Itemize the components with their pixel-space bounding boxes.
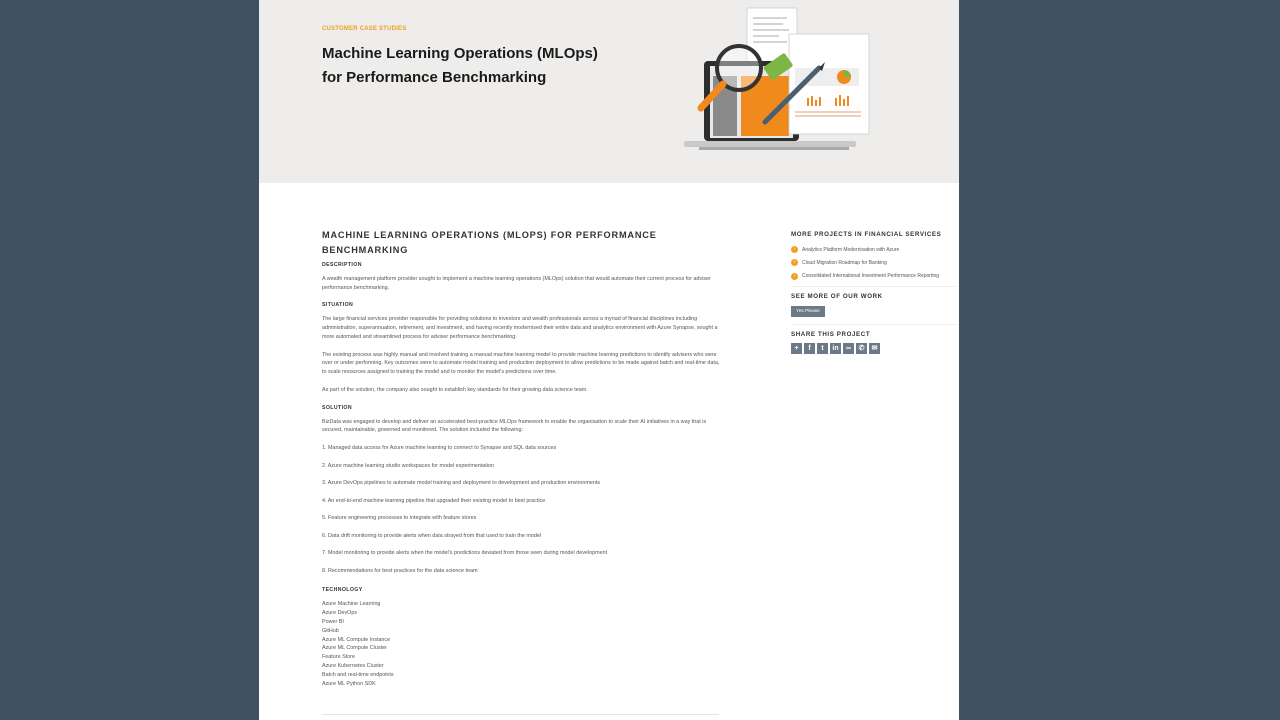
list-item: GitHub bbox=[322, 627, 339, 634]
share-icons bbox=[791, 343, 956, 354]
linkedin-icon[interactable]: in bbox=[830, 343, 841, 354]
case-study-body bbox=[322, 228, 722, 689]
situation-heading: SITUATION bbox=[322, 302, 354, 309]
list-item: 8. Recommendations for best practices for the data science team bbox=[322, 567, 478, 574]
project-link-label: Consolidated International Investment Performance Reporting bbox=[802, 273, 940, 280]
content-divider bbox=[322, 714, 719, 715]
sidebar bbox=[791, 231, 956, 354]
list-item: Azure ML Compute Cluster bbox=[322, 645, 387, 652]
project-link[interactable] bbox=[791, 243, 956, 256]
project-link[interactable] bbox=[791, 270, 956, 283]
list-item: Azure DevOps bbox=[322, 609, 358, 616]
yes-please-button[interactable]: Yes Please bbox=[791, 306, 825, 317]
project-link-label: Cloud Migration Roadmap for Banking bbox=[802, 259, 887, 266]
list-item: Azure ML Python SDK bbox=[322, 680, 376, 687]
list-item: 3. Azure DevOps pipelines to automate model training and deployment to development and production environments bbox=[322, 480, 601, 487]
share-plus-icon[interactable]: + bbox=[791, 343, 802, 354]
chevron-right-icon: › bbox=[791, 246, 798, 253]
hero-illustration bbox=[679, 6, 879, 156]
solution-intro: BizData was engaged to develop and deliver an accelerated best-practice MLOps framework to enable the organisation to scale their AI initiatives in a way that is secured, maintainable, governed and monitored. The solution included the following: bbox=[322, 418, 707, 434]
list-item: 6. Data drift monitoring to provide alerts when data strayed from that used to train the model bbox=[322, 532, 542, 539]
list-item: Azure ML Compute Instance bbox=[322, 636, 391, 643]
solution-list bbox=[322, 444, 722, 575]
whatsapp-icon[interactable]: ✆ bbox=[856, 343, 867, 354]
chevron-right-icon: › bbox=[791, 273, 798, 280]
description-heading: DESCRIPTION bbox=[322, 262, 362, 268]
see-more-heading: SEE MORE OF OUR WORK bbox=[791, 292, 883, 300]
technology-list bbox=[322, 600, 722, 688]
project-link[interactable] bbox=[791, 256, 956, 269]
list-item: Power BI bbox=[322, 618, 344, 625]
solution-heading: SOLUTION bbox=[322, 404, 353, 411]
list-item: Feature Store bbox=[322, 654, 355, 661]
description-text: A wealth management platform provider sought to implement a machine learning operations (MLOps) solution that would automate their current process for adviser performance benchmarking. bbox=[322, 275, 711, 291]
list-item: 2. Azure machine learning studio workspaces for model experimentation bbox=[322, 462, 494, 469]
share-heading: SHARE THIS PROJECT bbox=[791, 330, 871, 338]
facebook-icon[interactable]: f bbox=[804, 343, 815, 354]
list-item: Azure Kubernetes Cluster bbox=[322, 663, 384, 670]
chevron-right-icon: › bbox=[791, 259, 798, 266]
situation-paragraph-1: The large financial services provider responsible for providing solutions to investors and wealth professionals across a myriad of financial disciplines including administration, superannuation, retirement, and investment, and having recently modernised their entire data and analytics environment with Azure Synapse, sought a more automated and streamlined process for adviser performance benchmarking. bbox=[322, 316, 718, 340]
more-projects-heading: MORE PROJECTS IN FINANCIAL SERVICES bbox=[791, 231, 942, 238]
project-link-label: Analytics Platform Modernisation with Azure bbox=[802, 246, 900, 253]
outlook-icon[interactable]: ✉ bbox=[869, 343, 880, 354]
sidebar-divider bbox=[791, 324, 956, 325]
list-item: Azure Machine Learning bbox=[322, 601, 381, 608]
situation-paragraph-2: The existing process was highly manual and involved training a manual machine learning model to provide machine learning predictions to identify advisers who were over or under performing. Key outcomes were to automate model training and production deployment to allow predictions to be made against batch and real-time data, to scale resources assigned to training the model and to monitor the model's predictions over time. bbox=[322, 351, 720, 376]
sidebar-divider bbox=[791, 286, 956, 287]
page-title bbox=[322, 42, 622, 90]
list-item: 1. Managed data access for Azure machine learning to connect to Synapse and SQL data sources bbox=[322, 445, 557, 452]
page-title-line2: for Performance Benchmarking bbox=[322, 69, 547, 86]
technology-heading: TECHNOLOGY bbox=[322, 587, 363, 594]
link-icon[interactable]: ∞ bbox=[843, 343, 854, 354]
eyebrow-label: CUSTOMER CASE STUDIES bbox=[322, 26, 407, 32]
list-item: 7. Model monitoring to provide alerts when the model's predictions deviated from those seen during model development bbox=[322, 550, 608, 557]
twitter-icon[interactable]: t bbox=[817, 343, 828, 354]
hero-banner bbox=[259, 0, 959, 183]
page-title-line1: Machine Learning Operations (MLOps) bbox=[322, 45, 598, 62]
section-title: MACHINE LEARNING OPERATIONS (MLOPS) FOR PERFORMANCE BENCHMARKING bbox=[322, 230, 657, 255]
situation-paragraph-3: As part of the solution, the company also sought to establish key standards for their growing data science team. bbox=[322, 386, 588, 393]
page bbox=[259, 0, 959, 720]
list-item: Batch and real-time endpoints bbox=[322, 671, 394, 678]
list-item: 4. An end-to-end machine learning pipeline that upgraded their existing model to best practice bbox=[322, 497, 546, 504]
list-item: 5. Feature engineering processes to integrate with feature stores bbox=[322, 515, 477, 522]
